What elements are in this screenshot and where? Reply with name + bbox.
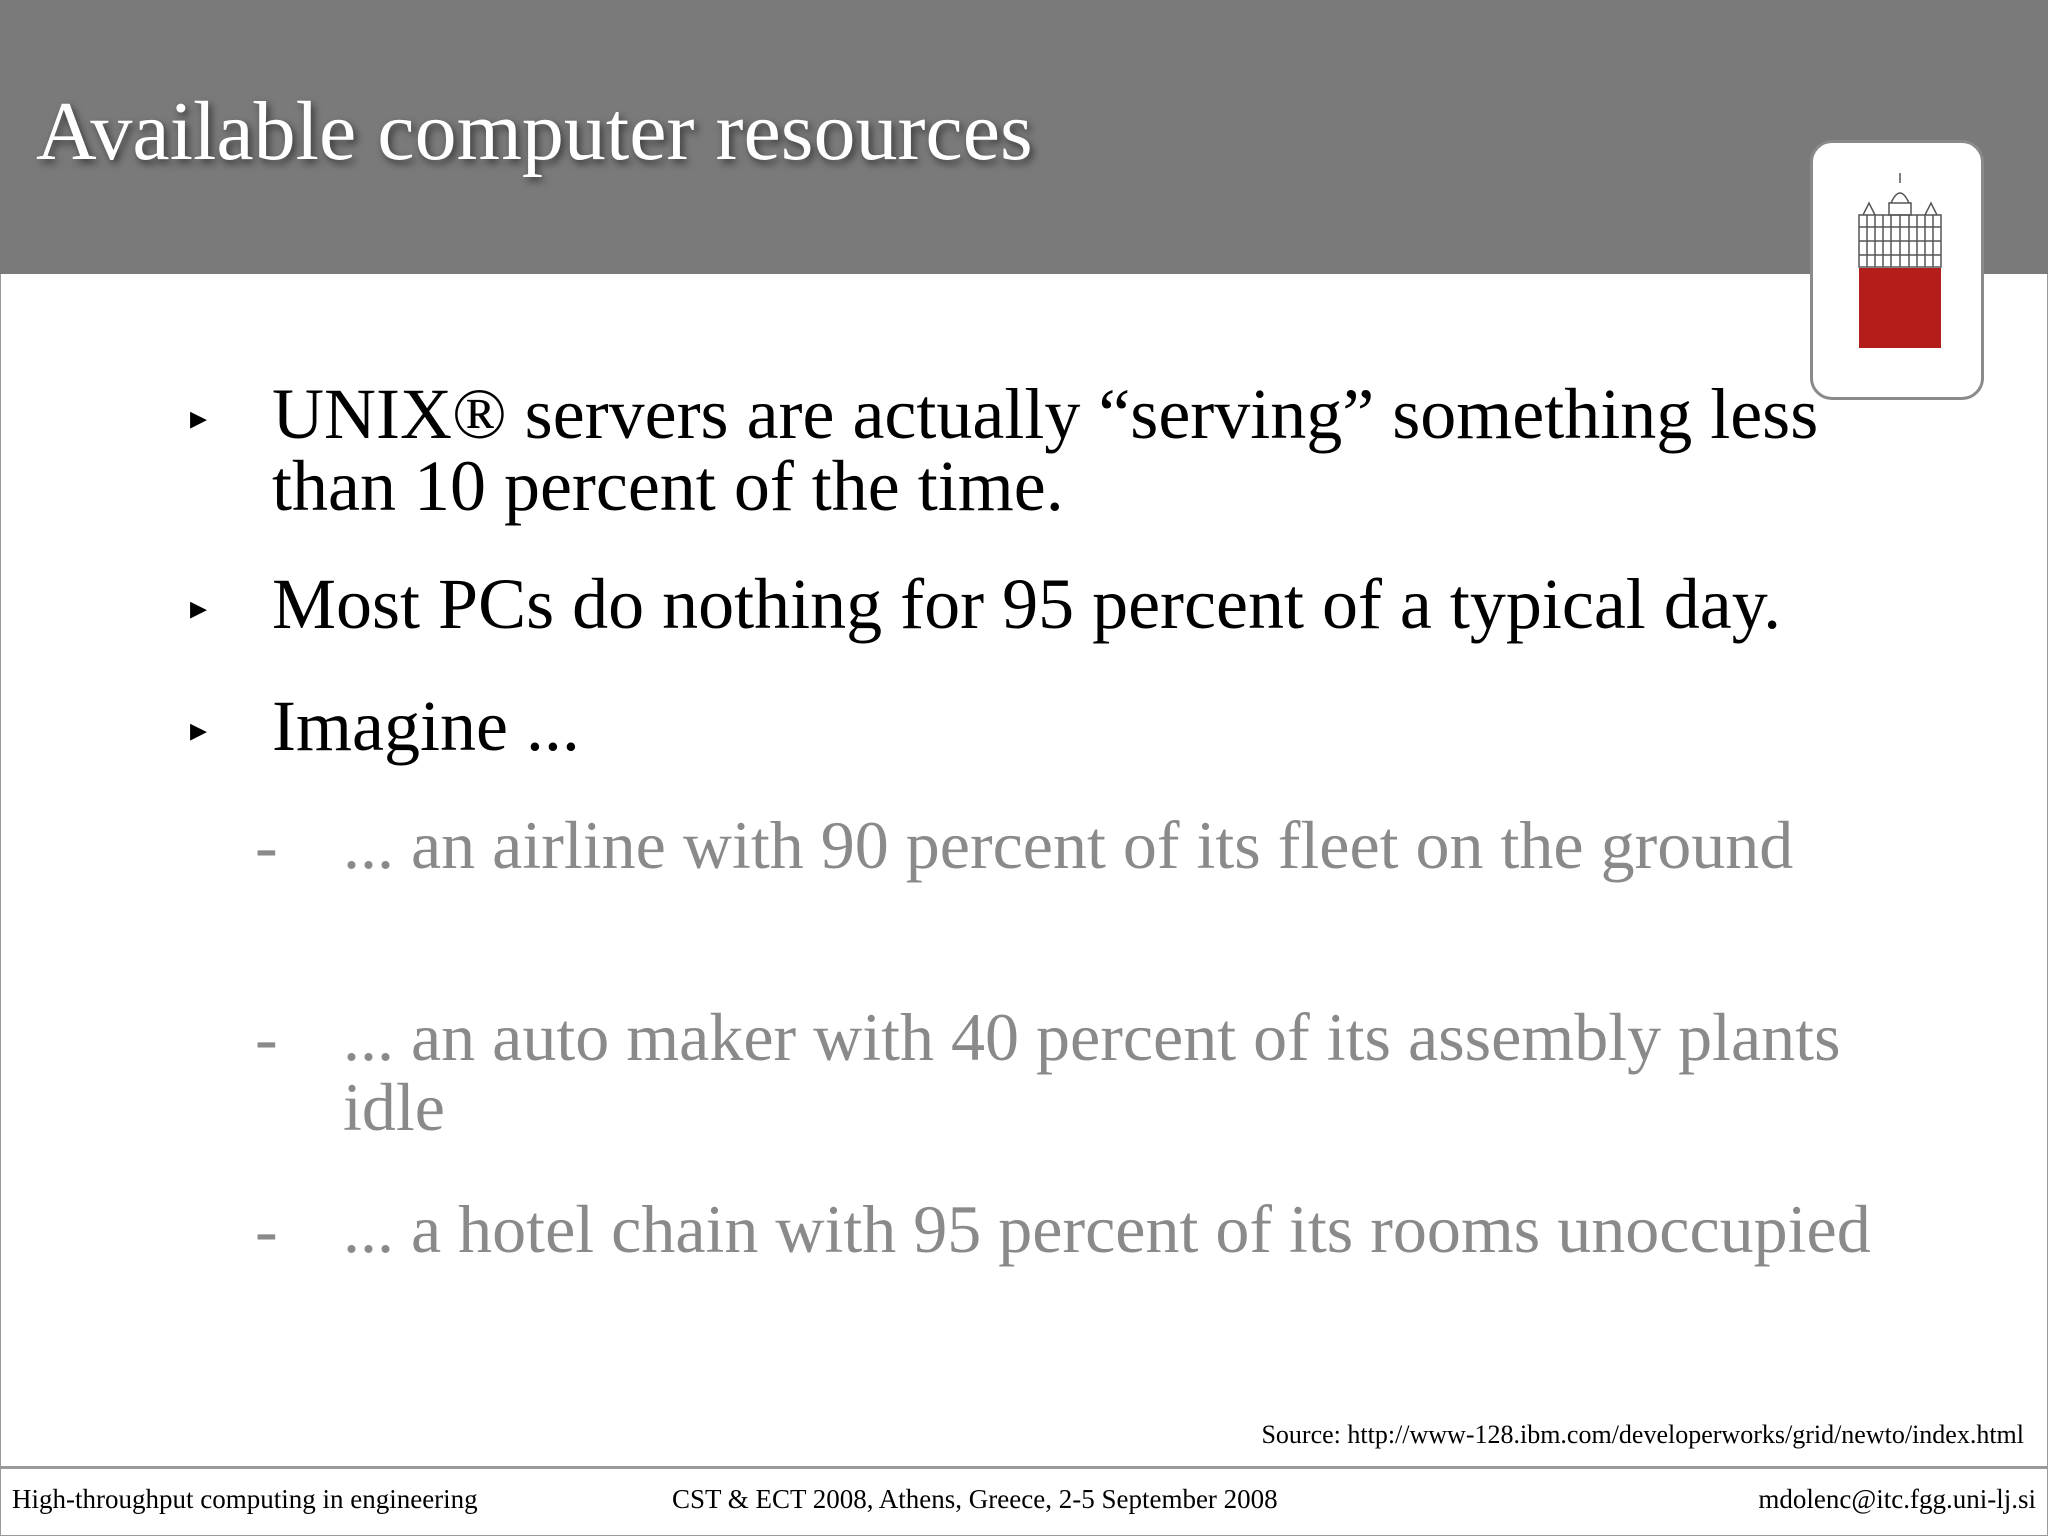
bullet-arrow-icon: ▸ [190,588,208,628]
sub-bullet-dash: - [255,808,278,884]
footer-center: CST & ECT 2008, Athens, Greece, 2-5 September 2008 [672,1484,1278,1514]
bullet-text: UNIX® servers are actually “serving” something less than 10 percent of the time. [272,374,1819,526]
bullet-arrow-icon: ▸ [190,398,208,438]
title-bar [0,0,2048,274]
bullet-text: Most PCs do nothing for 95 percent of a typical day. [272,564,1782,644]
footer-left: High-throughput computing in engineering [12,1484,478,1514]
sub-bullet-dash: - [255,1192,278,1268]
footer-right: mdolenc@itc.fgg.uni-lj.si [1758,1484,2036,1514]
sub-bullet-text: ... a hotel chain with 95 percent of its rooms unoccupied [343,1191,1871,1267]
sub-bullet-text: ... an airline with 90 percent of its fleet on the ground [343,807,1794,883]
source-citation: Source: http://www-128.ibm.com/developerworks/grid/newto/index.html [1261,1420,2024,1449]
footer-divider [0,1466,2048,1469]
sub-bullet-dash: - [255,1000,278,1076]
slide-title: Available computer resources [36,85,1033,178]
university-building-logo-icon [1810,140,1984,400]
sub-bullet-text: ... an auto maker with 40 percent of its assembly plants idle [343,999,1841,1145]
bullet-text: Imagine ... [272,686,580,766]
bullet-arrow-icon: ▸ [190,710,208,750]
